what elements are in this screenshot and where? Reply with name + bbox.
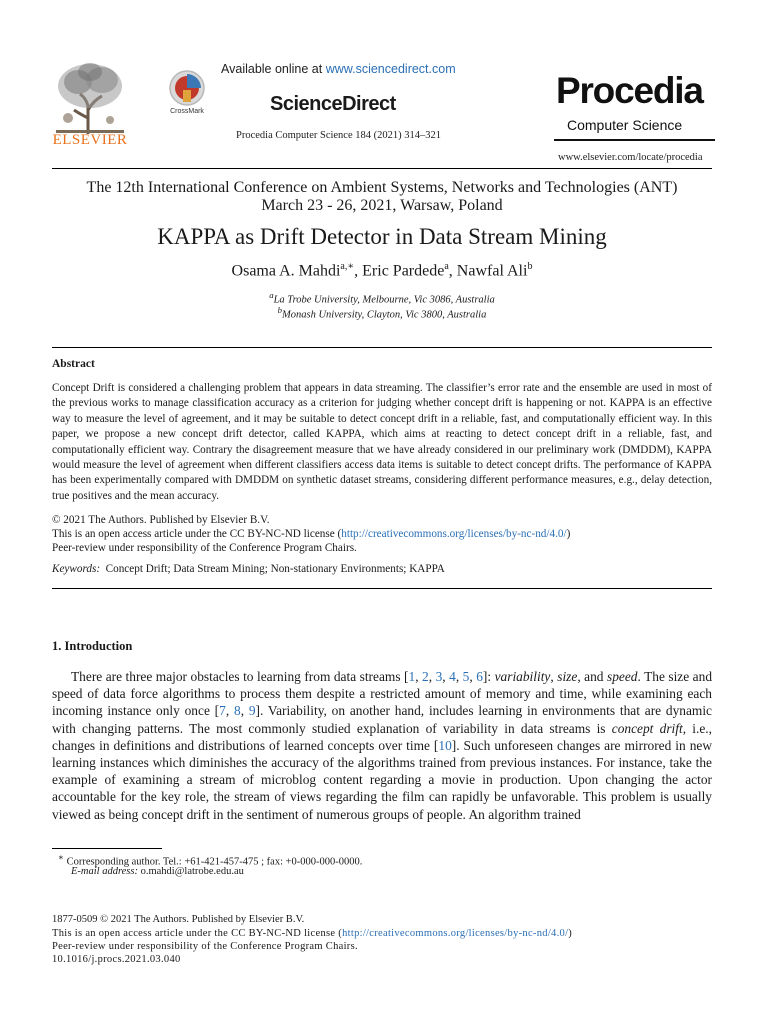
author-marker: a,∗ — [340, 261, 355, 272]
license-link[interactable]: http://creativecommons.org/licenses/by-nc-nd/4.0/ — [341, 528, 567, 540]
footer-peer-review: Peer-review under responsibility of the Conference Program Chairs. — [52, 941, 358, 952]
citation-link[interactable]: 4 — [449, 669, 456, 684]
available-online-line — [221, 62, 456, 76]
procedia-title: Procedia — [556, 70, 703, 111]
citation-link[interactable]: 5 — [462, 669, 470, 684]
affiliation-marker: a — [269, 290, 274, 300]
email-address[interactable]: o.mahdi@latrobe.edu.au — [140, 866, 244, 877]
text-run: ]: — [482, 669, 495, 684]
footnote-marker: ∗ — [58, 852, 64, 862]
text-run: , — [550, 669, 558, 684]
emphasis-term: speed — [606, 669, 638, 684]
text-run: ]. Such unforeseen changes are mirrored in new learning instances which diminishes the accuracy of the algorithms trained from previous instances. For instance, take the example of examining a stream of microblog content regarding a movie in production. Upon changing the actor accountable for the key role, the stream of views regarding the film can rapidly be unfavorable. This problem is usually viewed as being concept drift in the sentiment of numerous groups of people. An algorithm trained — [52, 737, 713, 822]
available-prefix: Available online at — [221, 62, 326, 76]
keywords-list: Concept Drift; Data Stream Mining; Non-stationary Environments; KAPPA — [105, 563, 445, 575]
citation-link[interactable]: 8 — [233, 703, 241, 719]
text-run: , i.e., changes in definitions and distributions of learned concepts over time [ — [52, 720, 712, 753]
author-name: Osama A. Mahdi — [231, 262, 341, 280]
author-name: Eric Pardede — [362, 262, 445, 280]
doi-line[interactable]: 10.1016/j.procs.2021.03.040 — [52, 954, 181, 965]
license-suffix: ) — [566, 528, 571, 540]
citation-link[interactable]: 9 — [248, 703, 256, 719]
journal-reference: Procedia Computer Science 184 (2021) 314–321 — [236, 130, 441, 141]
text-run: There are three major obstacles to learning from data streams [ — [71, 669, 409, 684]
footer-license-prefix: This is an open access article under the CC BY-NC-ND license ( — [52, 928, 343, 939]
emphasis-term: variability — [494, 669, 551, 684]
issn-line: 1877-0509 © 2021 The Authors. Published by Elsevier B.V. — [52, 914, 305, 925]
author-list: Osama A. Mahdi$^{a,∗}$, Eric Pardede$^a$, Nawfal Ali$^b$ — [231, 261, 533, 280]
author-name: Nawfal Ali — [456, 262, 528, 280]
emphasis-term: size — [557, 669, 578, 684]
footnote-rule — [52, 848, 162, 849]
sciencedirect-link[interactable]: www.sciencedirect.com — [325, 62, 456, 76]
keywords-line — [52, 563, 445, 575]
license-line — [52, 527, 712, 541]
introduction-paragraph: There are three major obstacles to learning from data streams [1, 2, 3, 4, 5, 6]: variability, size, and speed. The size and speed of data force algorithms to process them despite a restricted amount of memory and time, while examining each incoming instance only once [7, 8, 9]. Variability, on another hand, includes learning in environments that are dynamic with changing patterns. The most commonly studied explanation of variability in data streams is concept drift, i.e., changes in definitions and distributions of learned concepts over time [10]. Such unforeseen changes are mirrored in new learning instances which diminishes the accuracy of the algorithms trained from previous instances. For instance, take the example of examining a stream of microblog content regarding a movie in production. Upon changing the actor accountable for the key role, the stream of views regarding the film can rapidly be unfavorable. This problem is usually viewed as being concept drift in the sentiment of numerous groups of people. An algorithm trained — [52, 669, 713, 822]
abstract-top-rule — [52, 347, 712, 348]
footer-license-line — [52, 928, 572, 939]
copyright-block — [52, 513, 712, 555]
abstract-bottom-rule — [52, 588, 712, 589]
publisher-wordmark: ELSEVIER — [52, 132, 128, 148]
author-marker: b — [527, 261, 533, 272]
footer-license-link[interactable]: http://creativecommons.org/licenses/by-nc-nd/4.0/ — [342, 928, 569, 939]
sciencedirect-brand: ScienceDirect — [270, 93, 396, 115]
procedia-rule — [554, 139, 715, 141]
keywords-label: Keywords: — [52, 563, 101, 575]
footer-license-suffix: ) — [568, 928, 573, 939]
copyright-line: © 2021 The Authors. Published by Elsevier B.V. — [52, 514, 270, 526]
header-divider — [52, 168, 712, 169]
locate-url[interactable]: www.elsevier.com/locate/procedia — [558, 152, 703, 163]
text-run: . The size and speed of data force algorithms to process them despite a restricted amount of memory and time, while examining each incoming instance only once [ — [52, 669, 713, 719]
license-prefix: This is an open access article under the CC BY-NC-ND license ( — [52, 528, 342, 540]
abstract-body: Concept Drift is considered a challenging problem that appears in data streaming. The classifier’s error rate and the ensemble are used in most of the previous works to manage classification accuracy as a criterion for judging whether concept drift is happening or not. KAPPA is an effective way to measure the level of agreement, and it may be suitable to detect concept drift in a reliable, fast, and computationally efficient way. In this paper, we propose a new concept drift detector, called KAPPA, which aims at reacting to detect concept drift in a reliable, fast, and computationally efficient way. Contrary the disagreement measure that we have already considered in our preliminary work (DMDDM), KAPPA would measure the level of agreement when different classifiers access data items is suitable to detect concept drifts. The performance of KAPPA has been experimentally compared with DMDDM on synthetic dataset streams, considering different performance measures, e.g., delay detection, true positives and the mean accuracy. — [52, 382, 712, 502]
procedia-subtitle: Computer Science — [567, 117, 683, 133]
peer-review-line: Peer-review under responsibility of the Conference Program Chairs. — [52, 542, 357, 554]
citation-link[interactable]: 1 — [408, 669, 416, 684]
affiliation — [52, 290, 712, 306]
email-label: E-mail address: — [71, 866, 138, 877]
text-run: ]. Variability, on another hand, includes learning in environments that are dynamic with changing patterns. The most commonly studied explanation of variability in data streams is — [52, 703, 712, 736]
conference-name: The 12th International Conference on Ambient Systems, Networks and Technologies (ANT) — [86, 179, 678, 196]
author-marker: a — [444, 261, 449, 272]
citation-link[interactable]: 7 — [219, 703, 226, 719]
footnote-email — [71, 866, 244, 877]
affiliation — [52, 305, 712, 321]
emphasis-term: concept drift — [611, 720, 683, 736]
corresponding-text: Corresponding author. Tel.: +61-421-457-475 ; fax: +0-000-000-0000. — [66, 856, 363, 868]
affiliation-text: Monash University, Clayton, Vic 3800, Australia — [282, 309, 487, 321]
section-heading: 1. Introduction — [52, 639, 133, 653]
conference-date-place: March 23 - 26, 2021, Warsaw, Poland — [261, 197, 503, 214]
crossmark-label: CrossMark — [170, 108, 204, 115]
abstract-heading: Abstract — [52, 358, 95, 370]
introduction-body — [52, 668, 712, 823]
paper-title: KAPPA as Drift Detector in Data Stream Mining — [157, 224, 607, 249]
affiliation-marker: b — [277, 305, 282, 315]
citation-link[interactable]: 3 — [435, 669, 443, 684]
affiliation-text: La Trobe University, Melbourne, Vic 3086, Australia — [273, 294, 495, 306]
text-run: , and — [577, 669, 607, 684]
citation-link[interactable]: 6 — [476, 669, 483, 684]
citation-link[interactable]: 2 — [422, 669, 429, 684]
citation-link[interactable]: 10 — [438, 737, 452, 753]
